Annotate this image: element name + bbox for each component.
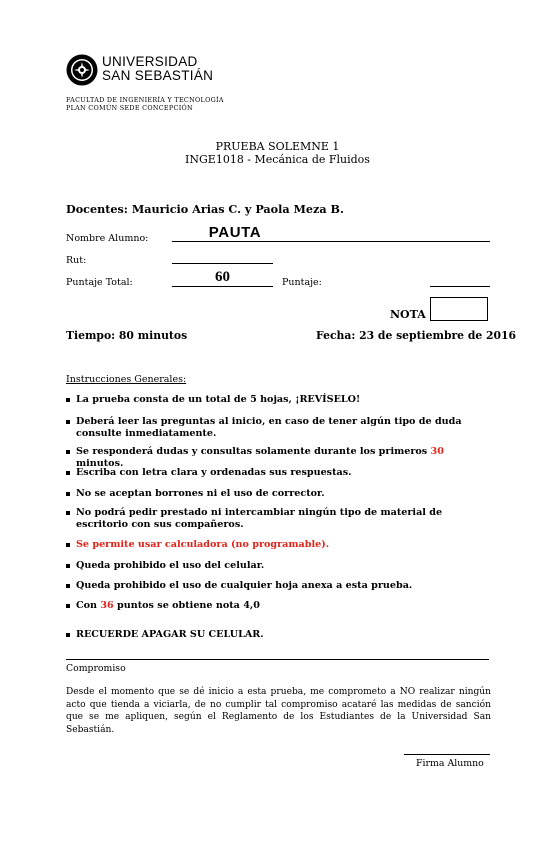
list-item: Deberá leer las preguntas al inicio, en caso de tener algún tipo de duda consulte inmediatamente. (76, 416, 494, 440)
grade-label: NOTA (390, 308, 426, 321)
rule-text: puntos se obtiene nota 4,0 (113, 600, 260, 611)
list-item: Queda prohibido el uso del celular. (76, 560, 494, 572)
faculty-info (66, 97, 224, 112)
rule-text: Se responderá dudas y consultas solamente durante los primeros (76, 446, 431, 457)
list-item: Queda prohibido el uso de cualquier hoja anexa a esta prueba. (76, 580, 494, 592)
rule-text: minutos. (76, 458, 124, 469)
total-score-value: 60 (215, 269, 230, 285)
exam-title: PRUEBA SOLEMNE 1 (215, 140, 340, 153)
total-score-label: Puntaje Total: (66, 277, 133, 288)
university-name-line2: SAN SEBASTIÁN (102, 68, 214, 83)
list-item: Se permite usar calculadora (no programable). (76, 539, 494, 551)
university-name (102, 55, 213, 83)
list-item (76, 600, 494, 612)
faculty-line1: FACULTAD DE INGENIERÍA Y TECNOLOGÍA (66, 96, 224, 104)
list-item: La prueba consta de un total de 5 hojas, ¡REVÍSELO! (76, 394, 494, 406)
student-name-value: PAUTA (208, 224, 262, 241)
score-line[interactable] (430, 286, 490, 287)
rule-highlight: 30 (430, 446, 444, 457)
student-name-label: Nombre Alumno: (66, 233, 149, 244)
rut-line[interactable] (172, 263, 273, 264)
total-score-line (172, 286, 273, 287)
list-item: No podrá pedir prestado ni intercambiar ningún tipo de material de escritorio con sus compañeros. (76, 507, 494, 531)
divider (66, 659, 489, 660)
university-logo (66, 54, 98, 86)
time-info: Tiempo: 80 minutos (66, 329, 188, 342)
list-item: No se aceptan borrones ni el uso de corrector. (76, 488, 494, 500)
student-name-line[interactable] (172, 241, 490, 242)
signature-line[interactable] (404, 754, 490, 755)
commitment-title: Compromiso (66, 663, 126, 674)
teachers-line: Docentes: Mauricio Arias C. y Paola Meza B. (66, 202, 344, 216)
course-name: INGE1018 - Mecánica de Fluidos (185, 153, 370, 166)
score-label: Puntaje: (282, 277, 322, 288)
faculty-line2: PLAN COMÚN SEDE CONCEPCIÓN (66, 103, 193, 112)
date-info: Fecha: 23 de septiembre de 2016 (316, 329, 517, 342)
grade-box[interactable] (430, 297, 488, 321)
university-name-line1: UNIVERSIDAD (102, 54, 198, 69)
instructions-heading: Instrucciones Generales: (66, 374, 187, 385)
list-item: Escriba con letra clara y ordenadas sus respuestas. (76, 467, 494, 479)
rule-text: Con (76, 600, 101, 611)
rut-label: Rut: (66, 255, 87, 266)
university-seal-icon (66, 54, 98, 86)
signature-label: Firma Alumno (416, 758, 484, 769)
commitment-text: Desde el momento que se dé inicio a esta prueba, me comprometo a NO realizar ningún acto que tienda a viciarla, de no cumplir tal compromiso acataré las medidas de sanción que se me apliquen, según el Reglamento de los Estudiantes de la Universidad San Sebastián. (66, 687, 491, 735)
rule-highlight: 36 (100, 600, 114, 611)
list-item: RECUERDE APAGAR SU CELULAR. (76, 629, 494, 641)
